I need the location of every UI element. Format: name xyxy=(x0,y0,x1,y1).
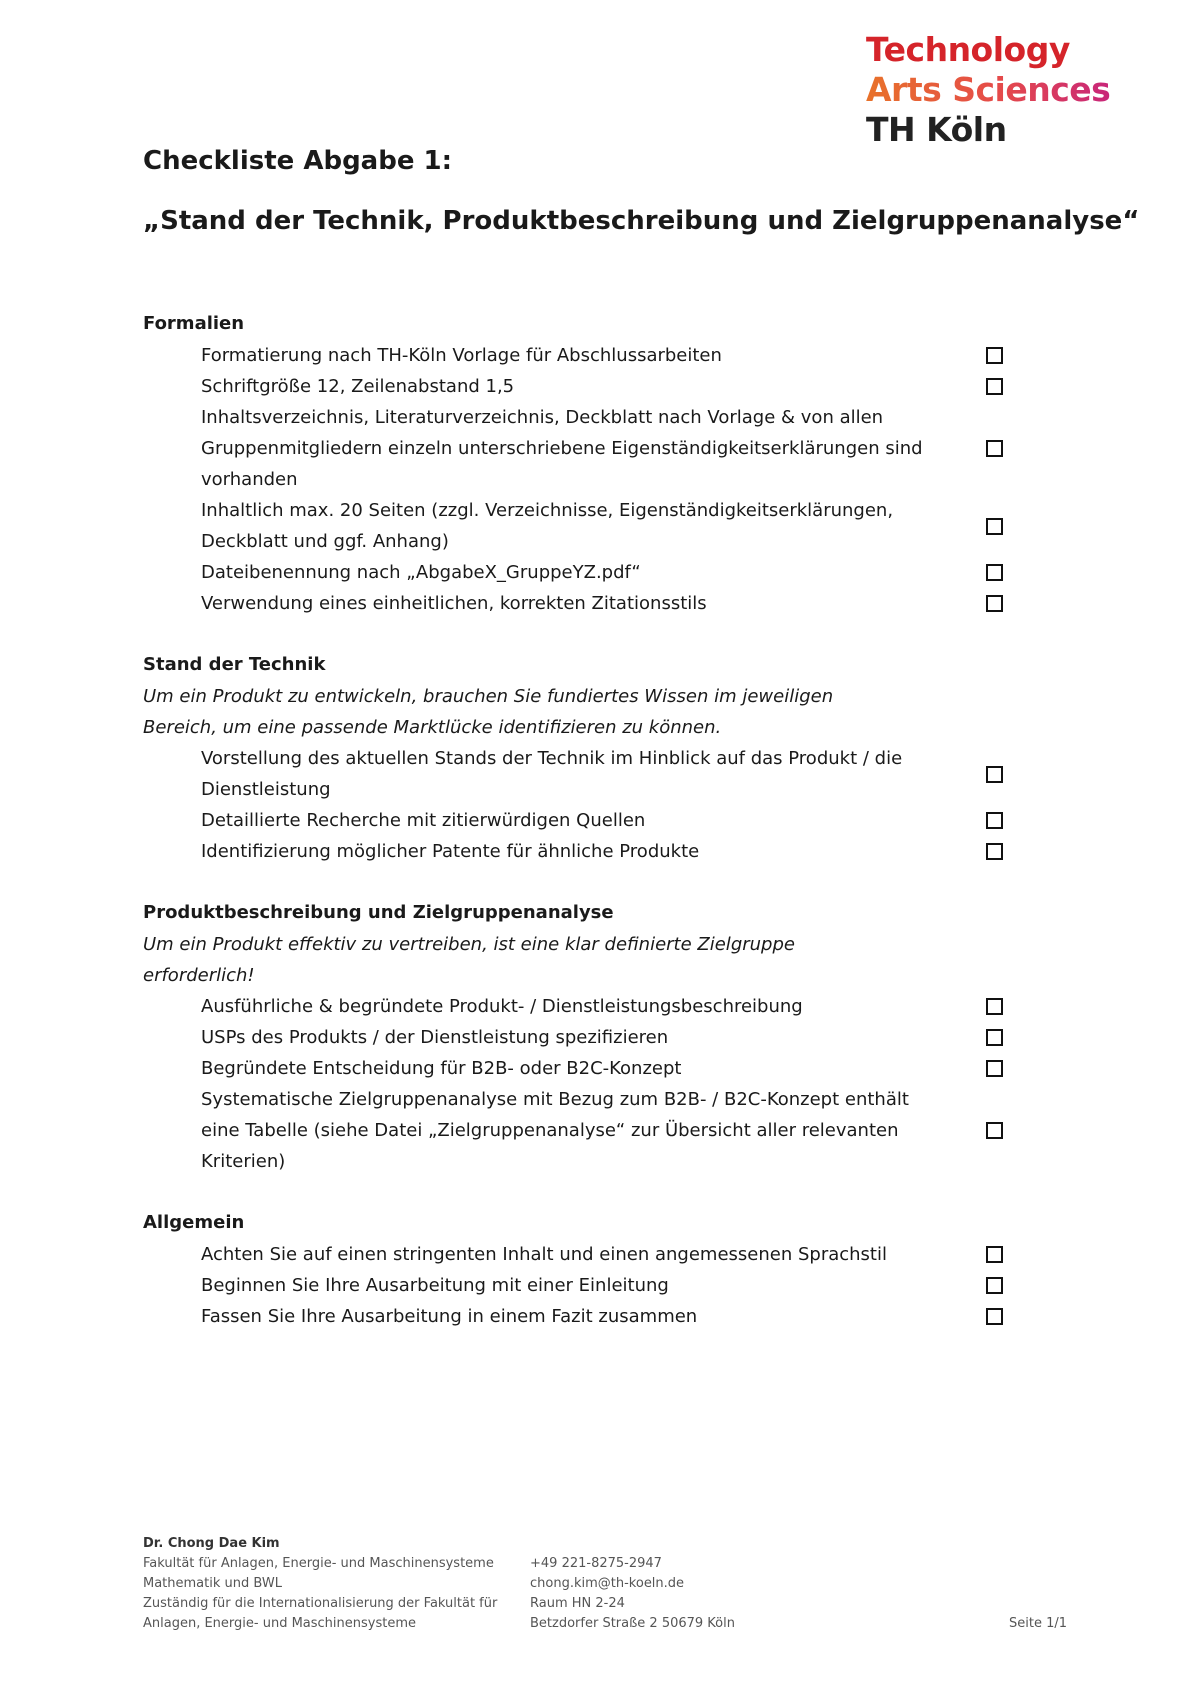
checklist-item-text: Identifizierung möglicher Patente für ähnliche Produkte xyxy=(201,841,700,862)
checklist-section xyxy=(143,308,1023,619)
section-heading: Allgemein xyxy=(143,1212,245,1233)
section-heading: Stand der Technik xyxy=(143,654,326,675)
checklist-item-text: Verwendung eines einheitlichen, korrekten Zitationsstils xyxy=(201,593,707,614)
checklist-item-text: Inhaltlich max. 20 Seiten (zzgl. Verzeichnisse, Eigenständigkeitserklärungen, Deckblatt und ggf. Anhang) xyxy=(201,500,894,552)
footer-affiliation-line: Fakultät für Anlagen, Energie- und Maschinensysteme xyxy=(143,1556,494,1571)
logo-line-technology: Technology xyxy=(866,30,1070,69)
checkbox[interactable] xyxy=(986,1029,1003,1046)
page-subtitle: „Stand der Technik, Produktbeschreibung und Zielgruppenanalyse“ xyxy=(143,206,1140,236)
footer xyxy=(143,1534,1067,1631)
checklist-item xyxy=(143,1053,1023,1084)
footer-room: Raum HN 2-24 xyxy=(530,1596,625,1611)
checklist-item-text: Fassen Sie Ihre Ausarbeitung in einem Fazit zusammen xyxy=(201,1306,698,1327)
checklist-section xyxy=(143,649,1023,867)
logo-line-arts-sciences: Arts Sciences xyxy=(866,70,1111,109)
checklist-item-text: Achten Sie auf einen stringenten Inhalt und einen angemessenen Sprachstil xyxy=(201,1244,887,1265)
checklist-item-text: Beginnen Sie Ihre Ausarbeitung mit einer Einleitung xyxy=(201,1275,669,1296)
checklist-item-text: Schriftgröße 12, Zeilenabstand 1,5 xyxy=(201,376,515,397)
checklist-item xyxy=(143,743,1023,805)
checklist-item xyxy=(143,340,1023,371)
checkbox[interactable] xyxy=(986,1246,1003,1263)
footer-affiliation-line: Zuständig für die Internationalisierung der Fakultät für xyxy=(143,1596,498,1611)
checkbox[interactable] xyxy=(986,1277,1003,1294)
th-koeln-logo xyxy=(866,30,1110,150)
logo-line-th-koeln: TH Köln xyxy=(866,110,1007,149)
section-heading: Produktbeschreibung und Zielgruppenanalyse xyxy=(143,902,614,923)
checklist-item-text: Begründete Entscheidung für B2B- oder B2C-Konzept xyxy=(201,1058,682,1079)
checklist-item-text: Systematische Zielgruppenanalyse mit Bezug zum B2B- / B2C-Konzept enthält eine Tabelle (siehe Datei „Zielgruppenanalyse“ zur Übersicht aller relevanten Kriterien) xyxy=(201,1089,909,1172)
checklist xyxy=(143,308,1023,1362)
checkbox[interactable] xyxy=(986,518,1003,535)
checklist-item xyxy=(143,1301,1023,1332)
section-intro: Um ein Produkt effektiv zu vertreiben, ist eine klar definierte Zielgruppe erforderlich! xyxy=(143,934,795,986)
checklist-item xyxy=(143,1084,1023,1177)
footer-address: Betzdorfer Straße 2 50679 Köln xyxy=(530,1616,735,1631)
checkbox[interactable] xyxy=(986,347,1003,364)
checklist-item xyxy=(143,1270,1023,1301)
checklist-item-text: USPs des Produkts / der Dienstleistung spezifizieren xyxy=(201,1027,669,1048)
checklist-item-text: Vorstellung des aktuellen Stands der Technik im Hinblick auf das Produkt / die Dienstleistung xyxy=(201,748,903,800)
footer-affiliation-line: Anlagen, Energie- und Maschinensysteme xyxy=(143,1616,417,1631)
checkbox[interactable] xyxy=(986,766,1003,783)
footer-contact xyxy=(530,1554,830,1634)
checkbox[interactable] xyxy=(986,440,1003,457)
section-heading: Formalien xyxy=(143,313,245,334)
checklist-item xyxy=(143,495,1023,557)
section-intro: Um ein Produkt zu entwickeln, brauchen Sie fundiertes Wissen im jeweiligen Bereich, um eine passende Marktlücke identifizieren zu können. xyxy=(143,686,834,738)
checklist-item xyxy=(143,991,1023,1022)
checkbox[interactable] xyxy=(986,378,1003,395)
page-title: Checkliste Abgabe 1: xyxy=(143,146,453,176)
checkbox[interactable] xyxy=(986,1308,1003,1325)
checklist-item-text: Dateibenennung nach „AbgabeX_GruppeYZ.pdf“ xyxy=(201,562,641,583)
checkbox[interactable] xyxy=(986,1060,1003,1077)
checkbox[interactable] xyxy=(986,843,1003,860)
checklist-item xyxy=(143,1022,1023,1053)
checklist-item xyxy=(143,1239,1023,1270)
page-number: Seite 1/1 xyxy=(1008,1616,1067,1631)
checklist-item xyxy=(143,402,1023,495)
checkbox[interactable] xyxy=(986,564,1003,581)
footer-affiliation xyxy=(143,1554,523,1634)
checklist-section xyxy=(143,1207,1023,1332)
footer-phone: +49 221-8275-2947 xyxy=(530,1556,662,1571)
checklist-section xyxy=(143,897,1023,1177)
footer-affiliation-line: Mathematik und BWL xyxy=(143,1576,282,1591)
checklist-item xyxy=(143,836,1023,867)
checklist-item-text: Detaillierte Recherche mit zitierwürdigen Quellen xyxy=(201,810,646,831)
footer-email[interactable]: chong.kim@th-koeln.de xyxy=(530,1576,685,1591)
checklist-item xyxy=(143,557,1023,588)
checklist-item-text: Ausführliche & begründete Produkt- / Dienstleistungsbeschreibung xyxy=(201,996,803,1017)
checklist-item xyxy=(143,588,1023,619)
checklist-item-text: Formatierung nach TH-Köln Vorlage für Abschlussarbeiten xyxy=(201,345,722,366)
checklist-item xyxy=(143,371,1023,402)
checklist-item xyxy=(143,805,1023,836)
checkbox[interactable] xyxy=(986,812,1003,829)
checkbox[interactable] xyxy=(986,1122,1003,1139)
checkbox[interactable] xyxy=(986,595,1003,612)
checklist-item-text: Inhaltsverzeichnis, Literaturverzeichnis, Deckblatt nach Vorlage & von allen Gruppenmitgliedern einzeln unterschriebene Eigenständigkeitserklärungen sind vorhanden xyxy=(201,407,923,490)
footer-author-name: Dr. Chong Dae Kim xyxy=(143,1536,280,1551)
checkbox[interactable] xyxy=(986,998,1003,1015)
